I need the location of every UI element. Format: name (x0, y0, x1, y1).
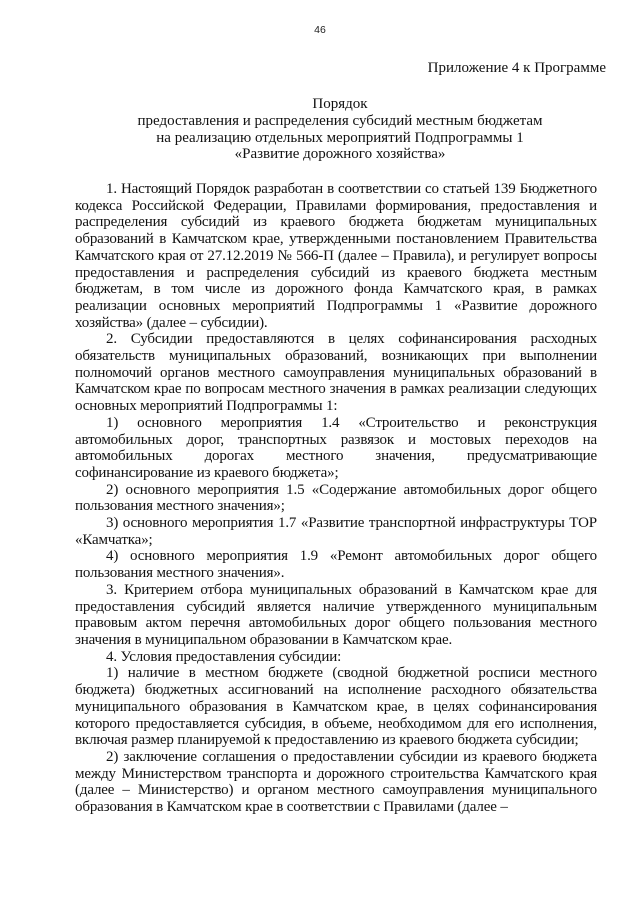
paragraph: 3. Критерием отбора муниципальных образований в Камчатском крае для предоставления субсидий является наличие утвержденного муниципальным правовым актом перечня автомобильных дорог общего пользования местного значения в муниципальном образовании в Камчатском крае. (75, 581, 597, 648)
list-item: 2) заключение соглашения о предоставлении субсидии из краевого бюджета между Министерством транспорта и дорожного строительства Камчатского края (далее – Министерство) и органом местного самоуправления муниципального образования в Камчатском крае в соответствии с Правилами (далее – (75, 748, 597, 816)
document-title (70, 96, 610, 163)
title-line: на реализацию отдельных мероприятий Подпрограммы 1 (156, 129, 524, 146)
list-item: 1) основного мероприятия 1.4 «Строительство и реконструкция автомобильных дорог, транспортных развязок и мостовых переходов на автомобильных дорогах местного значения, предусматривающие софинансирование из краевого бюджета»; (75, 414, 597, 481)
list-item: 1) наличие в местном бюджете (сводной бюджетной росписи местного бюджета) бюджетных ассигнований на исполнение расходного обязательства муниципального образования в Камчатском крае, в целях софинансирования которого предоставляется субсидия, в объеме, необходимом для его исполнения, включая размер планируемой к предоставлению из краевого бюджета субсидии; (75, 665, 597, 749)
paragraph: 2. Субсидии предоставляются в целях софинансирования расходных обязательств муниципальных образований, возникающих при выполнении полномочий органов местного самоуправления муниципальных образований в Камчатском крае по вопросам местного значения в рамках реализации следующих основных мероприятий Подпрограммы 1: (75, 331, 597, 415)
list-item: 4) основного мероприятия 1.9 «Ремонт автомобильных дорог общего пользования местного значения». (75, 548, 597, 582)
paragraph: 1. Настоящий Порядок разработан в соответствии со статьей 139 Бюджетного кодекса Российской Федерации, Правилами формирования, предоставления и распределения субсидий из краевого бюджета бюджетам муниципальных образований в Камчатском крае, утвержденными постановлением Правительства Камчатского края от 27.12.2019 № 566-П (далее – Правила), и регулирует вопросы предоставления и распределения субсидий из краевого бюджета местным бюджетам, в том числе из дорожного фонда Камчатского края, в рамках реализации основных мероприятий Подпрограммы 1 «Развитие дорожного хозяйства» (далее – субсидии). (75, 181, 597, 331)
document-body (75, 181, 597, 816)
appendix-label: Приложение 4 к Программе (427, 60, 606, 76)
title-line: предоставления и распределения субсидий местным бюджетам (137, 112, 543, 129)
list-item: 3) основного мероприятия 1.7 «Развитие транспортной инфраструктуры ТОР «Камчатка»; (75, 515, 597, 548)
paragraph: 4. Условия предоставления субсидии: (106, 648, 342, 665)
title-line: «Развитие дорожного хозяйства» (234, 146, 446, 163)
page-number: 46 (314, 24, 326, 36)
title-line: Порядок (312, 96, 368, 112)
list-item: 2) основного мероприятия 1.5 «Содержание автомобильных дорог общего пользования местного значения»; (75, 481, 597, 515)
